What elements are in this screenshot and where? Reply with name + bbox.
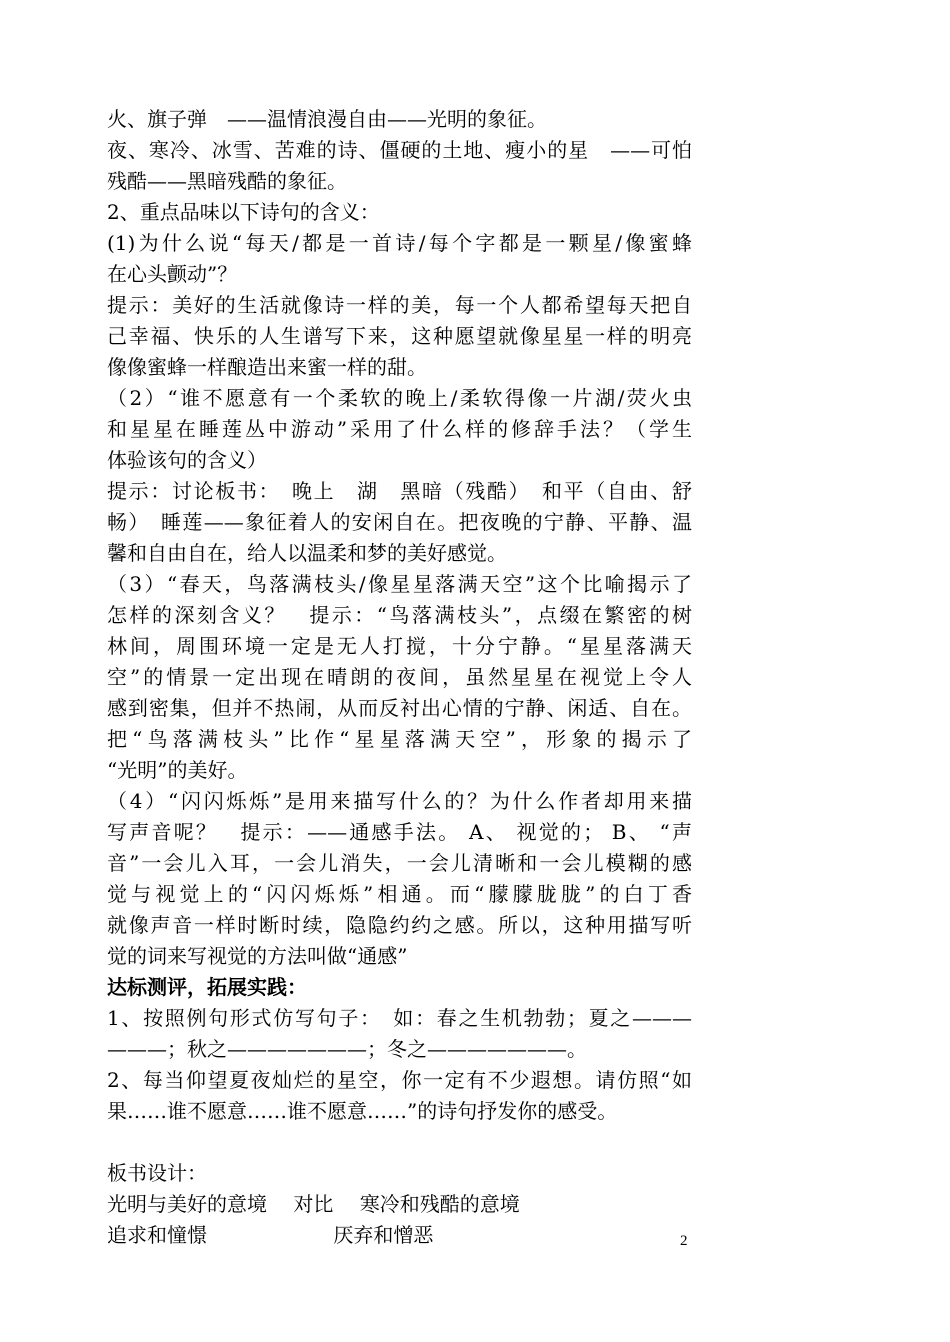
text-line: 光明与美好的意境 对比 寒冷和残酷的意境 [107, 1192, 520, 1216]
text-line: 就像声音一样时断时续，隐隐约约之感。所以，这种用描写听 [107, 913, 692, 937]
text-line: 1、按照例句形式仿写句子： 如：春之生机勃勃；夏之——— [107, 1006, 692, 1030]
page-number: 2 [680, 1233, 688, 1249]
text-line: （2）“谁不愿意有一个柔软的晚上/柔软得像一片湖/荧火虫 [107, 386, 692, 410]
text-line: ———；秋之———————；冬之———————。 [107, 1037, 587, 1061]
text-line: 2、每当仰望夏夜灿烂的星空，你一定有不少遐想。请仿照“如 [107, 1068, 692, 1092]
text-line: 畅） 睡莲——象征着人的安闲自在。把夜晚的宁静、平静、温 [107, 510, 692, 534]
text-line: 觉的词来写视觉的方法叫做“通感” [107, 944, 408, 968]
text-line: 提示：美好的生活就像诗一样的美，每一个人都希望每天把自 [107, 293, 692, 317]
text-line: 提示：讨论板书： 晚上 湖 黑暗（残酷） 和平（自由、舒 [107, 479, 692, 503]
text-line: 火、旗子弹 ——温情浪漫自由——光明的象征。 [107, 107, 547, 131]
text-line: 林间，周围环境一定是无人打搅，十分宁静。“星星落满天 [107, 634, 692, 658]
text-line: 写声音呢？ 提示：——通感手法。 A、 视觉的； B、 “声 [107, 820, 692, 844]
text-line: （3）“春天，鸟落满枝头/像星星落满天空”这个比喻揭示了 [107, 572, 692, 596]
text-line: 馨和自由自在，给人以温柔和梦的美好感觉。 [107, 541, 507, 565]
text-line: （4）“闪闪烁烁”是用来描写什么的？为什么作者却用来描 [107, 789, 692, 813]
text-line: 空”的情景一定出现在晴朗的夜间，虽然星星在视觉上令人 [107, 665, 692, 689]
text-line: 体验该句的含义） [107, 448, 267, 472]
text-line: 板书设计： [107, 1161, 207, 1185]
text-line: “光明”的美好。 [107, 758, 248, 782]
text-line: (1)为什么说“每天/都是一首诗/每个字都是一颗星/像蜜蜂 [107, 231, 692, 255]
text-line: 觉与视觉上的“闪闪烁烁”相通。而“朦朦胧胧”的白丁香 [107, 882, 692, 906]
section-heading: 达标测评，拓展实践： [107, 975, 307, 999]
text-line: 2、重点品味以下诗句的含义： [107, 200, 380, 224]
blank-line [107, 1127, 692, 1158]
text-line: 果……谁不愿意……谁不愿意……”的诗句抒发你的感受。 [107, 1099, 618, 1123]
text-line: 音”一会儿入耳，一会儿消失，一会儿清晰和一会儿模糊的感 [107, 851, 692, 875]
text-line: 像像蜜蜂一样酿造出来蜜一样的甜。 [107, 355, 427, 379]
text-line: 追求和憧憬 厌弃和憎恶 [107, 1223, 434, 1247]
text-line: 在心头颤动”？ [107, 262, 238, 286]
text-line: 把“鸟落满枝头”比作“星星落满天空”，形象的揭示了 [107, 727, 692, 751]
document-body [107, 104, 692, 1251]
text-line: 和星星在睡莲丛中游动”采用了什么样的修辞手法？（学生 [107, 417, 692, 441]
text-line: 残酷——黑暗残酷的象征。 [107, 169, 347, 193]
text-line: 感到密集，但并不热闹，从而反衬出心情的宁静、闲适、自在。 [107, 696, 692, 720]
text-line: 夜、寒冷、冰雪、苦难的诗、僵硬的土地、瘦小的星 ——可怕 [107, 138, 692, 162]
text-line: 己幸福、快乐的人生谱写下来，这种愿望就像星星一样的明亮 [107, 324, 692, 348]
text-line: 怎样的深刻含义？ 提示：“鸟落满枝头”，点缀在繁密的树 [107, 603, 692, 627]
